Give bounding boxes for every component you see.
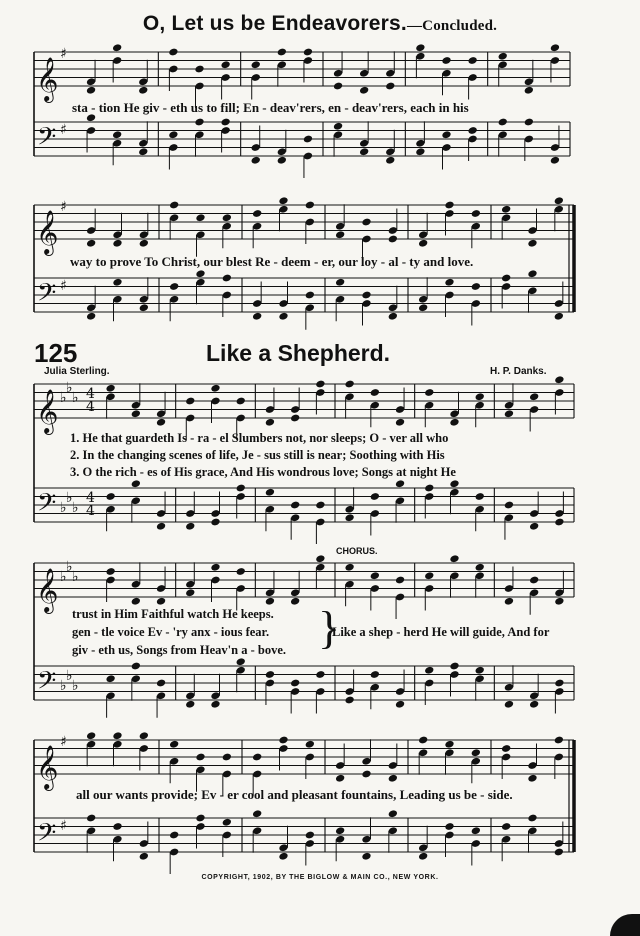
bass-notehead [550, 156, 560, 165]
treble-notehead [265, 418, 275, 427]
bass-notehead [169, 282, 179, 291]
treble-notehead [527, 774, 537, 783]
bass-clef-icon: 𝄢 [37, 488, 57, 524]
treble-notehead [236, 567, 246, 576]
key-signature-flat-icon: ♭ [66, 380, 73, 396]
bass-notehead [527, 269, 537, 278]
treble-notehead [290, 414, 300, 423]
bass-notehead [418, 303, 428, 312]
lyrics-system-1: sta - tion He giv - eth us to fill; En - deav'rers, en - deav'rers, each in his [72, 100, 469, 115]
treble-notehead [529, 392, 539, 401]
time-signature-denominator: 4 [86, 503, 95, 519]
time-signature-numerator: 4 [86, 490, 95, 506]
treble-notehead [278, 736, 288, 745]
lyrics-verse-2: 2. In the changing scenes of life, Je - sus still is near; Soothing with His [70, 448, 445, 462]
key-signature-sharp-icon: ♯ [60, 46, 67, 62]
treble-notehead [315, 554, 325, 563]
bass-notehead [395, 700, 405, 709]
bass-notehead [265, 488, 275, 497]
concluded-label: —Concluded. [406, 18, 498, 34]
bass-notehead [524, 118, 534, 127]
treble-notehead [220, 60, 230, 69]
bass-notehead [333, 122, 343, 131]
treble-notehead [105, 567, 115, 576]
treble-notehead [359, 86, 369, 95]
treble-notehead [501, 205, 511, 214]
bass-notehead [361, 852, 371, 861]
bass-notehead [236, 657, 246, 666]
bass-notehead [139, 852, 149, 861]
bass-notehead [395, 479, 405, 488]
lyrics-verse-3: 3. O the rich - es of His grace, And His wondrous love; Songs at night He [70, 465, 456, 479]
key-signature-sharp-icon: ♯ [60, 199, 67, 215]
bass-notehead [504, 700, 514, 709]
key-signature-sharp-icon: ♯ [60, 734, 67, 750]
bass-notehead [529, 700, 539, 709]
treble-notehead [395, 418, 405, 427]
bass-notehead [105, 674, 115, 683]
treble-notehead [185, 397, 195, 406]
treble-notehead [169, 201, 179, 210]
bass-notehead [290, 679, 300, 688]
bass-notehead [112, 822, 122, 831]
treble-notehead [424, 571, 434, 580]
treble-notehead [305, 740, 315, 749]
treble-notehead [194, 65, 204, 74]
treble-notehead [278, 196, 288, 205]
bass-notehead [471, 826, 481, 835]
bass-notehead [86, 312, 96, 321]
treble-notehead [105, 384, 115, 393]
hymn-number: 125 [34, 338, 78, 368]
chorus-label: CHORUS. [336, 546, 378, 556]
bass-notehead [388, 809, 398, 818]
lyrics-chorus-line: Like a shep - herd He will guide, And for [332, 625, 550, 639]
bass-notehead [105, 492, 115, 501]
treble-notehead [210, 563, 220, 572]
treble-notehead [529, 576, 539, 585]
bass-notehead [449, 479, 459, 488]
bass-notehead [475, 666, 485, 675]
bass-notehead [335, 278, 345, 287]
bass-notehead [370, 492, 380, 501]
lyrics-system-5: all our wants provide; Ev - er cool and pleasant fountains, Leading us be - side. [76, 787, 513, 802]
key-signature-flat-icon: ♭ [60, 390, 67, 406]
treble-notehead [131, 597, 141, 606]
bass-notehead [131, 479, 141, 488]
treble-notehead [388, 774, 398, 783]
treble-notehead [471, 748, 481, 757]
treble-notehead [86, 731, 96, 740]
bass-notehead [335, 826, 345, 835]
treble-clef-icon: 𝄞 [36, 568, 59, 612]
bass-notehead [388, 312, 398, 321]
treble-notehead [305, 201, 315, 210]
bass-notehead [504, 501, 514, 510]
lyrics-verse-2-end: gen - tle voice Ev - 'ry anx - ious fear. [72, 625, 270, 639]
treble-notehead [156, 418, 166, 427]
bass-notehead [139, 303, 149, 312]
bass-notehead [278, 312, 288, 321]
key-signature-flat-icon: ♭ [60, 500, 67, 516]
treble-notehead [554, 196, 564, 205]
treble-notehead [139, 239, 149, 248]
bass-clef-icon: 𝄢 [37, 122, 57, 158]
treble-notehead [554, 597, 564, 606]
treble-notehead [370, 388, 380, 397]
lyrics-verse-1: 1. He that guardeth Is - ra - el Slumbers not, nor sleeps; O - ver all who [70, 431, 449, 445]
treble-notehead [344, 563, 354, 572]
key-signature-sharp-icon: ♯ [60, 122, 67, 138]
treble-notehead [303, 48, 313, 57]
treble-notehead [449, 554, 459, 563]
bass-notehead [277, 156, 287, 165]
treble-notehead [139, 731, 149, 740]
treble-clef-icon: 𝄞 [36, 745, 59, 789]
bass-notehead [444, 278, 454, 287]
bass-notehead [554, 679, 564, 688]
hymn-124-title: O, Let us be Endeavorers.—Concluded. [142, 12, 498, 35]
bass-notehead [415, 147, 425, 156]
treble-notehead [361, 770, 371, 779]
treble-notehead [527, 239, 537, 248]
bass-notehead [131, 662, 141, 671]
lyricist-credit: Julia Sterling. [44, 366, 110, 377]
treble-notehead [112, 239, 122, 248]
hymn-title: Like a Shepherd. [206, 340, 391, 366]
treble-clef-icon: 𝄞 [36, 57, 59, 101]
key-signature-flat-icon: ♭ [72, 390, 79, 406]
bass-notehead [424, 484, 434, 493]
treble-notehead [156, 597, 166, 606]
treble-notehead [475, 392, 485, 401]
treble-notehead [449, 418, 459, 427]
treble-notehead [550, 43, 560, 52]
bass-notehead [290, 501, 300, 510]
composer-credit: H. P. Danks. [490, 366, 547, 377]
bass-clef-icon: 𝄢 [37, 666, 57, 702]
treble-notehead [195, 753, 205, 762]
treble-notehead [524, 86, 534, 95]
treble-notehead [86, 86, 96, 95]
treble-notehead [501, 744, 511, 753]
bass-notehead [303, 135, 313, 144]
treble-notehead [333, 82, 343, 91]
copyright-notice: COPYRIGHT, 1902, BY THE BIGLOW & MAIN CO., NEW YORK. [201, 874, 439, 881]
bass-notehead [449, 662, 459, 671]
treble-notehead [475, 563, 485, 572]
bass-notehead [138, 147, 148, 156]
bass-notehead [344, 696, 354, 705]
treble-notehead [385, 82, 395, 91]
treble-notehead [444, 201, 454, 210]
treble-notehead [335, 230, 345, 239]
treble-notehead [277, 48, 287, 57]
key-signature-flat-icon: ♭ [72, 569, 79, 585]
bass-notehead [86, 113, 96, 122]
treble-notehead [185, 588, 195, 597]
treble-notehead [86, 239, 96, 248]
bass-notehead [222, 274, 232, 283]
treble-notehead [504, 597, 514, 606]
bass-notehead [112, 278, 122, 287]
treble-notehead [222, 753, 232, 762]
key-signature-flat-icon: ♭ [72, 678, 79, 694]
bass-notehead [195, 269, 205, 278]
treble-clef-icon: 𝄞 [36, 389, 59, 433]
treble-notehead [415, 43, 425, 52]
treble-notehead [131, 409, 141, 418]
bass-notehead [344, 513, 354, 522]
treble-notehead [471, 209, 481, 218]
bass-notehead [501, 274, 511, 283]
bass-clef-icon: 𝄢 [37, 278, 57, 314]
treble-notehead [418, 239, 428, 248]
bass-notehead [210, 518, 220, 527]
treble-notehead [467, 56, 477, 65]
treble-notehead [210, 384, 220, 393]
treble-notehead [361, 218, 371, 227]
bass-notehead [361, 291, 371, 300]
key-signature-sharp-icon: ♯ [60, 278, 67, 294]
treble-notehead [138, 86, 148, 95]
bass-notehead [527, 814, 537, 823]
treble-notehead [222, 213, 232, 222]
bass-notehead [220, 118, 230, 127]
treble-notehead [344, 380, 354, 389]
bass-notehead [385, 156, 395, 165]
treble-notehead [315, 380, 325, 389]
bass-notehead [501, 822, 511, 831]
bass-notehead [370, 670, 380, 679]
bass-notehead [359, 147, 369, 156]
bass-notehead [444, 822, 454, 831]
treble-notehead [236, 397, 246, 406]
lyrics-system-2: way to prove To Christ, our blest Re - deem - er, our loy - al - ty and love. [70, 254, 474, 269]
bass-notehead [86, 814, 96, 823]
treble-notehead [290, 597, 300, 606]
treble-notehead [252, 753, 262, 762]
bass-notehead [554, 312, 564, 321]
time-signature-denominator: 4 [86, 399, 95, 415]
bass-notehead [252, 809, 262, 818]
treble-notehead [444, 740, 454, 749]
treble-notehead [335, 774, 345, 783]
key-signature-flat-icon: ♭ [66, 490, 73, 506]
key-signature-flat-icon: ♭ [60, 678, 67, 694]
bass-notehead [467, 126, 477, 135]
bass-notehead [222, 818, 232, 827]
treble-notehead [370, 571, 380, 580]
treble-notehead [498, 52, 508, 61]
bass-notehead [112, 130, 122, 139]
treble-notehead [251, 60, 261, 69]
bass-notehead [475, 492, 485, 501]
treble-notehead [195, 213, 205, 222]
treble-notehead [168, 48, 178, 57]
bass-notehead [265, 670, 275, 679]
bass-notehead [441, 130, 451, 139]
treble-notehead [554, 375, 564, 384]
key-signature-flat-icon: ♭ [66, 668, 73, 684]
bass-notehead [252, 312, 262, 321]
treble-notehead [252, 209, 262, 218]
bass-notehead [156, 679, 166, 688]
bass-notehead [418, 852, 428, 861]
key-signature-flat-icon: ♭ [66, 559, 73, 575]
bass-notehead [185, 700, 195, 709]
key-signature-flat-icon: ♭ [60, 569, 67, 585]
bass-notehead [278, 852, 288, 861]
treble-clef-icon: 𝄞 [36, 210, 59, 254]
bass-notehead [168, 130, 178, 139]
bass-notehead [156, 522, 166, 531]
treble-notehead [112, 43, 122, 52]
bass-notehead [236, 484, 246, 493]
treble-notehead [388, 235, 398, 244]
key-signature-flat-icon: ♭ [72, 500, 79, 516]
treble-notehead [169, 740, 179, 749]
key-signature-sharp-icon: ♯ [60, 818, 67, 834]
lyrics-verse-3-end: giv - eth us, Songs from Heav'n a - bove. [72, 643, 287, 657]
bass-notehead [251, 156, 261, 165]
bass-notehead [315, 501, 325, 510]
treble-notehead [441, 56, 451, 65]
bass-notehead [554, 518, 564, 527]
bass-notehead [305, 831, 315, 840]
treble-notehead [265, 597, 275, 606]
bass-notehead [315, 670, 325, 679]
bass-notehead [471, 282, 481, 291]
bass-notehead [185, 522, 195, 531]
bass-notehead [210, 700, 220, 709]
bass-notehead [498, 118, 508, 127]
bass-notehead [195, 814, 205, 823]
bass-notehead [424, 666, 434, 675]
bass-notehead [194, 118, 204, 127]
bass-notehead [305, 291, 315, 300]
bass-clef-icon: 𝄢 [37, 818, 57, 854]
lyrics-verse-1-end: trust in Him Faithful watch He keeps. [72, 607, 274, 621]
verse-brace: } [318, 602, 341, 653]
bass-notehead [554, 848, 564, 857]
treble-notehead [395, 576, 405, 585]
treble-notehead [418, 736, 428, 745]
treble-notehead [424, 388, 434, 397]
treble-notehead [504, 409, 514, 418]
time-signature-numerator: 4 [86, 386, 95, 402]
treble-notehead [112, 731, 122, 740]
bass-notehead [169, 831, 179, 840]
treble-notehead [554, 736, 564, 745]
bass-notehead [529, 522, 539, 531]
